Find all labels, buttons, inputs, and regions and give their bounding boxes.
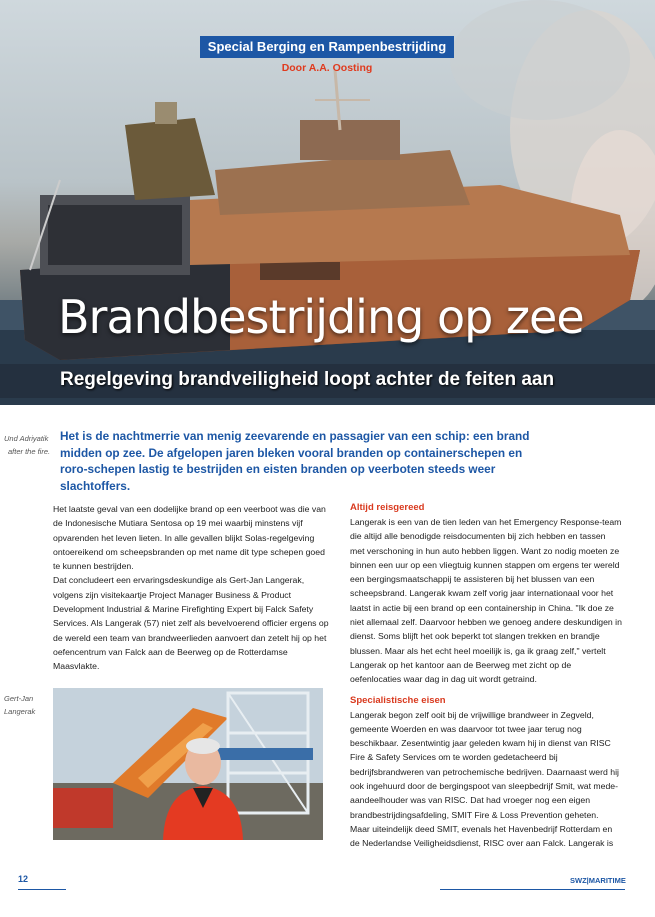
article-title: Brandbestrijding op zee xyxy=(58,290,584,344)
left-paragraph-2: Dat concludeert een ervaringsdeskundige als Gert-Jan Langerak, volgens zijn visitekaartje Project Manager Business & Product Development Industrial & Marine Firefighting Expert bij Falck Safety Services. Als Langerak (57) niet zelf als bevelvoerend officier ergens op de wereld een team van brandweerlieden aanvoert dan zetelt hij op het oefencentrum van Falck aan de Beerweg op de Rotterdamse Maasvlakte. xyxy=(53,575,329,672)
left-column xyxy=(53,502,331,674)
magazine-name: SWZ|MARITIME xyxy=(570,876,626,885)
subtitle-band xyxy=(0,364,655,398)
hero-caption xyxy=(4,432,50,458)
photo-caption-line2: Langerak xyxy=(4,707,36,716)
intro-paragraph: Het is de nachtmerrie van menig zeevarende en passagier van een schip: een brand midden op zee. De afgelopen jaren bleken vooral branden op containerschepen en roro-schepen lastig te bestrijden en eisten branden op veerboten steeds weer slachtoffers. xyxy=(60,429,530,493)
heading-altijd-reisgereed: Altijd reisgereed xyxy=(350,502,425,513)
right-body-1: Langerak is een van de tien leden van het Emergency Response-team die altijd alle benodigde reisdocumenten bij zich hebben en tassen met verschoning in hun auto hebben liggen. Want zo nodig moeten ze binnen een uur op een vliegtuig kunnen stappen om ergens ter wereld een bergingsmaatschappij te assisteren bij het blussen van een scheepsbrand. Langerak kwam zelf vorig jaar internationaal voor het laatst in actie bij een brand op een containership in China. "Ik doe ze niet allemaal zelf. Daarvoor hebben we genoeg andere deskundigen in dienst. Soms blijft het ook beperkt tot slangen trekken en brandje blussen. Maar als het echt heel moeilijk is, ga ik graag zelf," vertelt Langerak op het kantoor aan de Beerweg met zicht op de oefenlocaties waar dag in dag uit wordt getraind. xyxy=(350,517,622,685)
burnt-ship-illustration xyxy=(0,0,655,405)
portrait-photo xyxy=(53,688,323,840)
right-column xyxy=(350,500,622,851)
footer-rule-left xyxy=(18,889,66,890)
page-number: 12 xyxy=(18,874,29,884)
photo-caption xyxy=(4,692,35,718)
section-badge: Special Berging en Rampenbestrijding xyxy=(200,36,454,58)
right-body-2: Langerak begon zelf ooit bij de vrijwillige brandweer in Zegveld, gemeente Woerden en was daarvoor tot twee jaar terug nog beschikbaar. Zesentwintig jaar geleden kwam hij in dienst van RISC Fire & Safety Services om te worden gedetacheerd bij bedrijfsbrandweren van petrochemische bedrijven. Daarnaast werd hij ook ingehuurd door de bergingspoot van sleepbedrijf Smit, wat mede-aandeelhouder was van RISC. Dat had vroeger nog een eigen brandbestrijdingsafdeling, SMIT Fire & Loss Prevention geheten. xyxy=(350,709,619,820)
hero-caption-line2: after the fire. xyxy=(8,447,51,456)
right-body-3: Maar uiteindelijk deed SMIT, evenals het Havenbedrijf Rotterdam en de Nederlandse Veiligheidsdienst, RISC over aan Falck. Langerak is xyxy=(350,823,614,849)
hero-caption-line1: Und Adriyatik xyxy=(4,434,49,443)
photo-caption-line1: Gert-Jan xyxy=(4,694,34,703)
hero-image xyxy=(0,0,655,405)
footer-rule-right xyxy=(440,889,625,890)
portrait-illustration xyxy=(53,688,323,840)
article-subtitle: Regelgeving brandveiligheid loopt achter de feiten aan xyxy=(60,369,555,390)
byline: Door A.A. Oosting xyxy=(281,62,373,74)
left-paragraph-1: Het laatste geval van een dodelijke brand op een veerboot was die van de Indonesische Mutiara Sentosa op 19 mei waarbij minstens vijf opvarenden het leven lieten. In alle gevallen blijkt Solas-regelgeving ontoereikend om scheepsbranden op met name dit type schepen goed te kunnen bestrijden. xyxy=(53,504,326,572)
heading-specialistische-eisen: Specialistische eisen xyxy=(350,694,446,706)
